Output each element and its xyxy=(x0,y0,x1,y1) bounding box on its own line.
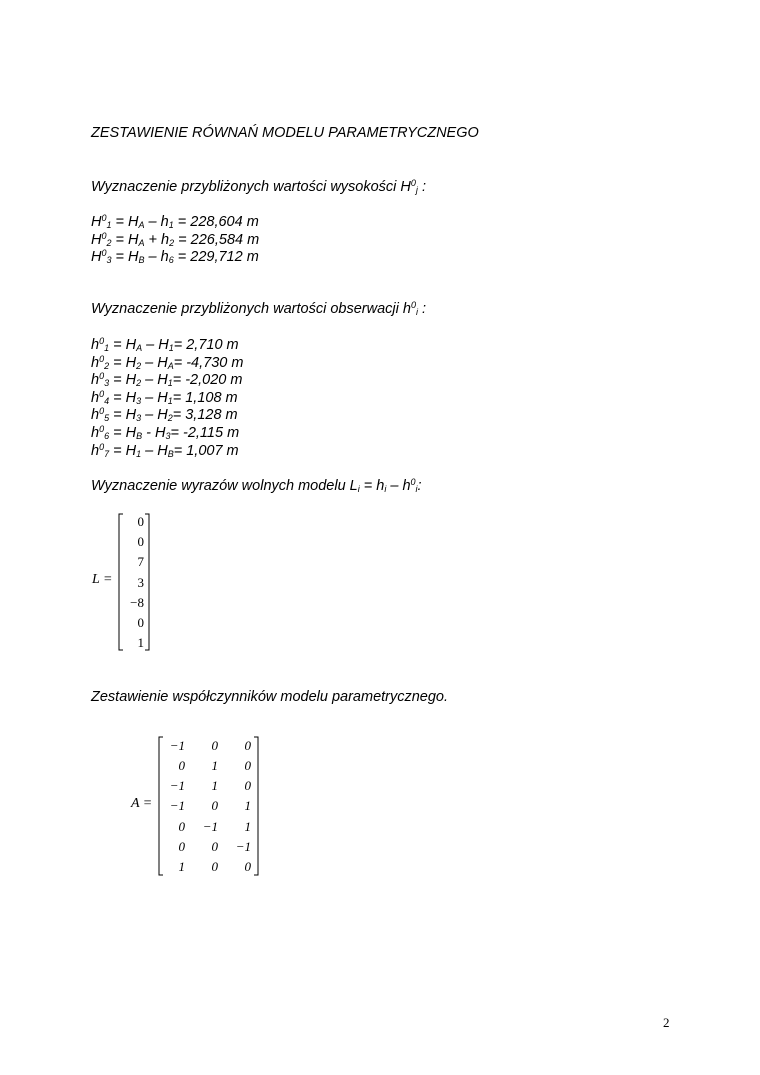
left-bracket xyxy=(159,737,163,875)
section4-heading: Zestawienie współczynników modelu parametrycznego. xyxy=(91,689,449,705)
matrix-cell: 0 xyxy=(211,738,218,753)
right-bracket xyxy=(145,514,149,650)
matrix-L xyxy=(116,512,156,652)
equation-line: $h^0_6 = H_B - H_3= -2,115$ m xyxy=(91,423,240,441)
matrix-cell: −1 xyxy=(202,819,218,834)
matrix-cell: 0 xyxy=(211,798,218,813)
left-bracket xyxy=(119,514,123,650)
section2-heading xyxy=(91,301,426,317)
equation-line: $h^0_4 = H_3 - H_1= 1,108$ m xyxy=(91,388,238,406)
section2-equations xyxy=(91,337,243,460)
matrix-A-label: A = xyxy=(131,796,153,811)
section2-heading-sup: 0 xyxy=(410,300,416,310)
matrix-cell: 0 xyxy=(244,778,251,793)
matrix-cell: −1 xyxy=(169,778,185,793)
section1-equations xyxy=(91,214,259,267)
vector-entry: 0 xyxy=(137,534,144,549)
equation-line: $h^0_1 = H_A - H_1= 2,710$ m xyxy=(91,336,239,353)
matrix-cell: 1 xyxy=(211,778,218,793)
matrix-cell: −1 xyxy=(169,798,185,813)
matrix-cell: 1 xyxy=(211,758,218,773)
matrix-cell: −1 xyxy=(235,839,251,854)
equation-line: $H^0_1 = H_A - h_1 = 228,604$ m xyxy=(91,213,259,230)
equation-line: $h^0_3 = H_2 - H_1= -2,020$ m xyxy=(91,371,243,389)
section1-heading-sup: 0 xyxy=(410,178,416,188)
page-title: ZESTAWIENIE RÓWNAŃ MODELU PARAMETRYCZNEGO xyxy=(91,125,479,141)
equation-line: $h^0_5 = H_3 - H_2= 3,128$ m xyxy=(91,406,238,424)
matrix-cell: 0 xyxy=(211,859,218,874)
vector-entry: 0 xyxy=(137,514,144,529)
matrix-L-label: L = xyxy=(92,572,113,587)
section2-heading-text: Wyznaczenie przybliżonych wartości obserwacji h xyxy=(91,301,411,317)
section1-heading-tail: : xyxy=(417,179,426,195)
equation-line: $h^0_7 = H_1 - H_B= 1,007$ m xyxy=(91,441,239,459)
vector-entry: 0 xyxy=(137,615,144,630)
matrix-cell: 0 xyxy=(244,738,251,753)
section1-heading xyxy=(91,179,426,195)
equation-line: $h^0_2 = H_2 - H_A= -4,730$ m xyxy=(91,353,244,371)
matrix-cell: 0 xyxy=(178,819,185,834)
vector-entry: −8 xyxy=(130,595,144,610)
matrix-cell: 0 xyxy=(211,839,218,854)
matrix-cell: 0 xyxy=(178,839,185,854)
equation-line: $H^0_3 = H_B - h_6 = 229,712$ m xyxy=(91,248,259,266)
matrix-cell: 1 xyxy=(178,859,185,874)
matrix-cell: 0 xyxy=(178,758,185,773)
matrix-cell: 0 xyxy=(244,758,251,773)
matrix-A xyxy=(154,735,264,877)
page-number: 2 xyxy=(663,1015,670,1030)
section3-heading: Wyznaczenie wyrazów wolnych modelu $L_i = h_i - h^0_i$: xyxy=(91,477,422,494)
matrix-cell: 1 xyxy=(244,819,251,834)
section2-heading-sub: i xyxy=(415,307,418,317)
matrix-cell: 1 xyxy=(244,798,251,813)
vector-entry: 7 xyxy=(137,554,144,569)
section2-heading-tail: : xyxy=(417,301,427,317)
right-bracket xyxy=(254,737,258,875)
section1-heading-sub: j xyxy=(415,185,418,195)
equation-line: $H^0_2 = H_A + h_2 = 226,584$ m xyxy=(91,230,260,248)
section1-heading-text: Wyznaczenie przybliżonych wartości wysokości H xyxy=(91,179,411,195)
vector-entry: 3 xyxy=(137,575,144,590)
matrix-cell: −1 xyxy=(169,738,185,753)
vector-entry: 1 xyxy=(137,635,144,650)
matrix-cell: 0 xyxy=(244,859,251,874)
